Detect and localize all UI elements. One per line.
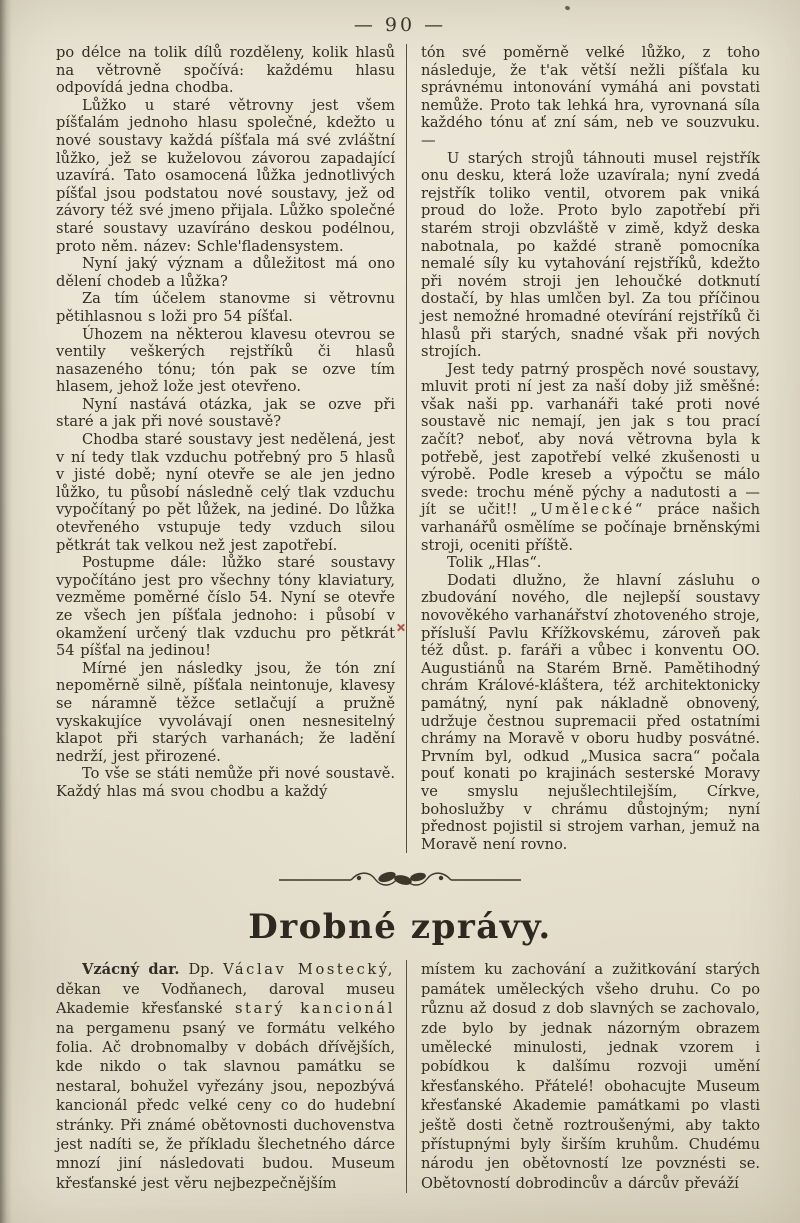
paragraph bbox=[56, 660, 395, 766]
lead-in-text: Vzácný dar. bbox=[82, 961, 180, 979]
paragraph bbox=[56, 765, 395, 800]
body-text: Tolik „Hlas“. bbox=[447, 554, 542, 572]
body-text: Za tím účelem stanovme si větrovnu pětihlasnou s loži pro 54 píšťal. bbox=[56, 290, 395, 325]
paragraph bbox=[56, 290, 395, 325]
body-text: Chodba staré soustavy jest nedělená, jest v ní tedy tlak vzduchu potřebný pro 5 hlasů v jisté době; nyní otevře se ale jen jedno lůžko, tu působí následně celý tlak vzduchu vypočítaný po pět lůžek, na jediné. Do lůžka otevřeného vstupuje tedy vzduch silou pětkrát tak velkou než jest zapotřebí. bbox=[56, 431, 395, 554]
top-left-column bbox=[56, 44, 395, 853]
body-text: Postupme dále: lůžko staré soustavy vypočítáno jest pro všechny tóny klaviatury, vezměme poměrné číslo 54. Nyní se otevře ze všech jen píšťala jednoho: i působí v okamžení určený tlak vzduchu pro pětkrát 54 píšťal na jedinou! bbox=[56, 554, 395, 660]
paragraph bbox=[56, 554, 395, 660]
top-right-column bbox=[407, 44, 760, 853]
paragraph bbox=[56, 97, 395, 255]
paragraph bbox=[56, 960, 395, 1193]
left-scan-shadow bbox=[0, 0, 12, 1223]
paragraph bbox=[56, 396, 395, 431]
body-text: Dodati dlužno, že hlavní zásluhu o zbudování nového, dle nejlepší soustavy novověkého varhanářství zhotoveného stroje, přísluší Pavlu Křížkovskému, zároveň pak též důst. p. faráři a vůbec i konventu OO. Augustiánů na Starém Brně. Pamětihodný chrám Králové-kláštera, též architektonicky památný, nyní pak nákladně obnovený, udržuje čestnou supremacii před ostatními chrámy na Moravě v oboru hudby posvátné. Prvním byl, odkud „Musica sacra“ počala pouť konati po krajinách sesterské Moravy ve smyslu nejušlechtilejším, Církve, bohoslužby v chrámu důstojným; nyní přednost pojistil si strojem varhan, jemuž na Moravě není rovno. bbox=[421, 571, 760, 853]
paragraph bbox=[421, 960, 760, 1193]
body-text: U starých strojů táhnouti musel rejstřík onu desku, která lože uzavírala; nyní zvedá rejstřík toliko ventil, otvorem pak vniká proud do lože. Proto bylo zapotřebí při starém stroji obzvláště v zimě, když deska nabotnala, po každé straně pomocníka nemalé síly ku vytahování rejstříků, kdežto při novém stroji jen lehoučké dotknutí dostačí, by hlas umlčen byl. Za tou příčinou jest nemožné hromadné otevírání rejstříků či hlasů při starých, snadné však při nových strojích. bbox=[421, 149, 760, 361]
emphasized-spaced-text: starý kancionál bbox=[234, 1000, 395, 1018]
floral-flourish-icon bbox=[275, 868, 525, 890]
body-text: Nyní jaký význam a důležitost má ono dělení chodeb a lůžka? bbox=[56, 255, 395, 290]
article-columns-top bbox=[0, 44, 800, 853]
paragraph bbox=[421, 572, 760, 854]
paragraph bbox=[421, 44, 760, 150]
emphasized-spaced-text: Václav Mostecký, bbox=[223, 961, 395, 979]
paragraph bbox=[56, 326, 395, 396]
paragraph bbox=[421, 150, 760, 361]
body-text: na pergamenu psaný ve formátu velkého folia. Ač drobnomalby v dobách dřívějších, kde nikdo o tak slavnou památku se nestaral, bohužel vyřezány jsou, nepozbývá kancionál předc velké ceny co do hudební stránky. Při známé obětovnosti duchovenstva jest nadíti se, že příkladu šlechetného dárce mnozí jiní následovati budou. Museum křesťanské jest věru nejbezpečnějším bbox=[56, 1019, 395, 1192]
article-columns-bottom bbox=[0, 960, 800, 1193]
page-number: — 90 — bbox=[353, 14, 447, 36]
emphasized-spaced-text: „Umělecké“ bbox=[530, 501, 645, 519]
red-asterisk-mark-icon bbox=[396, 623, 405, 632]
bottom-left-column bbox=[56, 960, 395, 1193]
paragraph bbox=[421, 554, 760, 572]
section-heading: Drobné zprávy. bbox=[248, 907, 552, 948]
body-text: po délce na tolik dílů rozděleny, kolik hlasů na větrovně spočívá: každému hlasu odpovídá jedna chodba. bbox=[56, 44, 395, 97]
bottom-right-column bbox=[407, 960, 760, 1193]
body-text: tón své poměrně velké lůžko, z toho následuje, že t'ak větší nežli píšťala ku správnému intonování vymáhá ani povstati nemůže. Proto tak lehká hra, vyrovnaná síla každého tónu ať zní sám, neb ve souzvuku. — bbox=[421, 44, 760, 149]
body-text: Lůžko u staré větrovny jest všem píšťalám jednoho hlasu společné, kdežto u nové soustavy každá píšťala má své zvláštní lůžko, jež se kuželovou závorou zapadající uzavírá. Tato osamocená lůžka jednotlivých píšťal jsou podstatou nové soustavy, jež od závory též své jmeno přijala. Lůžko společné staré soustavy uzavíráno deskou podélnou, proto něm. název: Schle'fladensystem. bbox=[56, 96, 395, 255]
body-text: Mírné jen následky jsou, že tón zní nepoměrně silně, píšťala neintonuje, klavesy se náramně těžce setlačují a pružně vyskakujíce vyvolávají onen nesnesitelný klapot při starých varhanách; že ladění nedrží, jest přirozené. bbox=[56, 659, 395, 765]
paragraph bbox=[421, 361, 760, 555]
body-text: To vše se státi nemůže při nové soustavě. Každý hlas má svou chodbu a každý bbox=[56, 765, 395, 800]
paragraph bbox=[56, 44, 395, 97]
paragraph bbox=[56, 431, 395, 554]
body-text: místem ku zachování a zužitkování starých památek uměleckých všeho druhu. Co po různu až dosud z dob slavných se zachovalo, zde bylo by jednak názorným obrazem umělecké minulosti, jednak vzorem i pobídkou k dalšímu rozvoji umění křesťanského. Přátelé! obohacujte Museum křesťanské Akademie památkami po vlasti ještě dosti četně roztroušenými, aby takto přístupnými byly širším kruhům. Chudému národu jen obětovností lze povznésti se. Obětovností dobrodincův a dárcův převáží bbox=[421, 961, 760, 1192]
body-text: Jest tedy patrný prospěch nové soustavy, mluvit proti ní jest za naší doby již směšné: však naši pp. varhanáři také proti nové soustavě nic nemají, jen jak s tou prací začít? neboť, aby nová větrovna byla k potřebě, jest zapotřebí velké zkušenosti u výrobě. Podle kreseb a výpočtu se málo svede: trochu méně pýchy a nadutosti a — jít se učit!! bbox=[421, 360, 760, 519]
section-divider bbox=[0, 868, 800, 890]
body-text: práce našich varhanářů osmělíme se počínaje brněnskými stroji, oceniti příště. bbox=[421, 501, 761, 554]
body-text: Nyní nastává otázka, jak se ozve při staré a jak při nové soustavě? bbox=[56, 395, 395, 431]
body-text: Dp. bbox=[179, 961, 224, 979]
body-text: děkan ve Vodňanech, daroval museu Akademie křesťanské bbox=[56, 980, 395, 1018]
paragraph bbox=[56, 255, 395, 290]
body-text: Úhozem na některou klavesu otevrou se ventily veškerých rejstříků či hlasů nasazeného tónu; tón pak se ozve tím hlasem, jehož lože jest otevřeno. bbox=[56, 325, 395, 396]
